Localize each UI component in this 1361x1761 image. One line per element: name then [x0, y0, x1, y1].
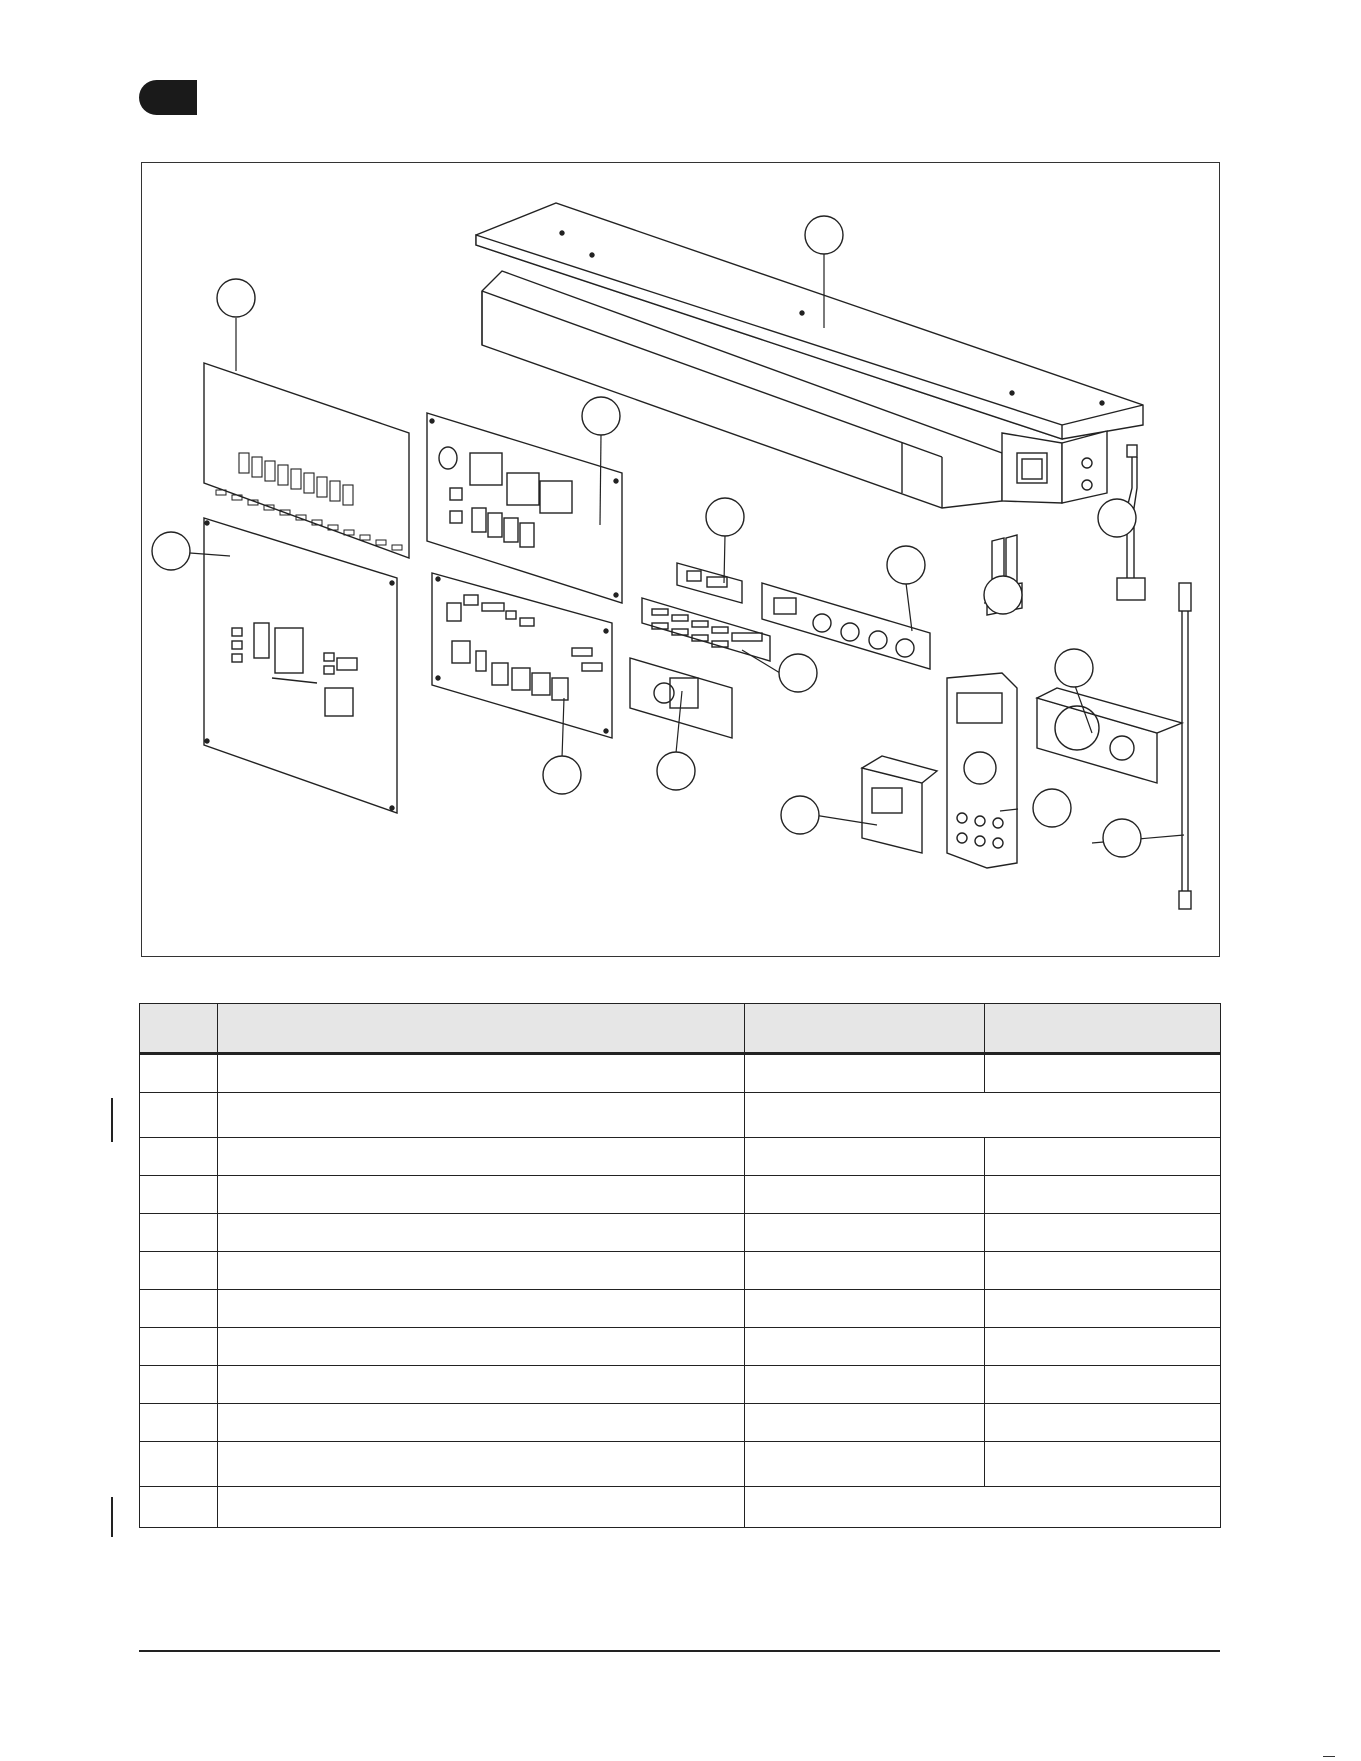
table-row	[140, 1138, 1221, 1176]
callout-1	[805, 216, 843, 254]
table-row	[140, 1290, 1221, 1328]
table-row	[140, 1442, 1221, 1487]
footer-rule	[139, 1650, 1220, 1652]
table-row	[140, 1214, 1221, 1252]
callout-14	[1033, 789, 1071, 827]
table-row	[140, 1404, 1221, 1442]
io-board-part	[432, 573, 612, 738]
callout-3	[152, 532, 190, 570]
power-board-part	[204, 518, 397, 813]
callout-4	[582, 397, 620, 435]
section-tab	[139, 80, 197, 115]
page-corner-mark	[1323, 1756, 1335, 1757]
wire-harness-part	[1179, 583, 1191, 909]
callout-15	[1103, 819, 1141, 857]
callout-9	[779, 654, 817, 692]
table-row	[140, 1328, 1221, 1366]
header-part-number	[745, 1004, 985, 1054]
table-row	[140, 1252, 1221, 1290]
table-row	[140, 1176, 1221, 1214]
callout-13	[781, 796, 819, 834]
parts-illustration	[142, 163, 1221, 958]
callout-7	[1098, 499, 1136, 537]
table-row	[140, 1487, 1221, 1528]
revision-bar	[111, 1098, 113, 1142]
header-item-number	[140, 1004, 218, 1054]
table-row	[140, 1366, 1221, 1404]
table-header-row	[140, 1004, 1221, 1054]
table-row	[140, 1093, 1221, 1138]
parts-list-table	[139, 1003, 1221, 1528]
header-quantity	[985, 1004, 1221, 1054]
speaker-enclosure-part	[1037, 688, 1182, 783]
control-board-part	[427, 413, 622, 603]
callout-10	[1055, 649, 1093, 687]
wall-controller-part	[862, 756, 937, 853]
button-panel-part	[762, 583, 930, 669]
terminal-board-part	[642, 598, 770, 661]
connector-board-part	[677, 563, 742, 603]
callout-5	[706, 498, 744, 536]
callout-8	[984, 576, 1022, 614]
header-description	[218, 1004, 745, 1054]
callout-6	[887, 546, 925, 584]
remote-control-part	[947, 673, 1017, 868]
revision-bar	[111, 1497, 113, 1537]
callout-2	[217, 279, 255, 317]
exploded-parts-diagram	[141, 162, 1220, 957]
callout-12	[657, 752, 695, 790]
callout-11	[543, 756, 581, 794]
table-row	[140, 1054, 1221, 1093]
